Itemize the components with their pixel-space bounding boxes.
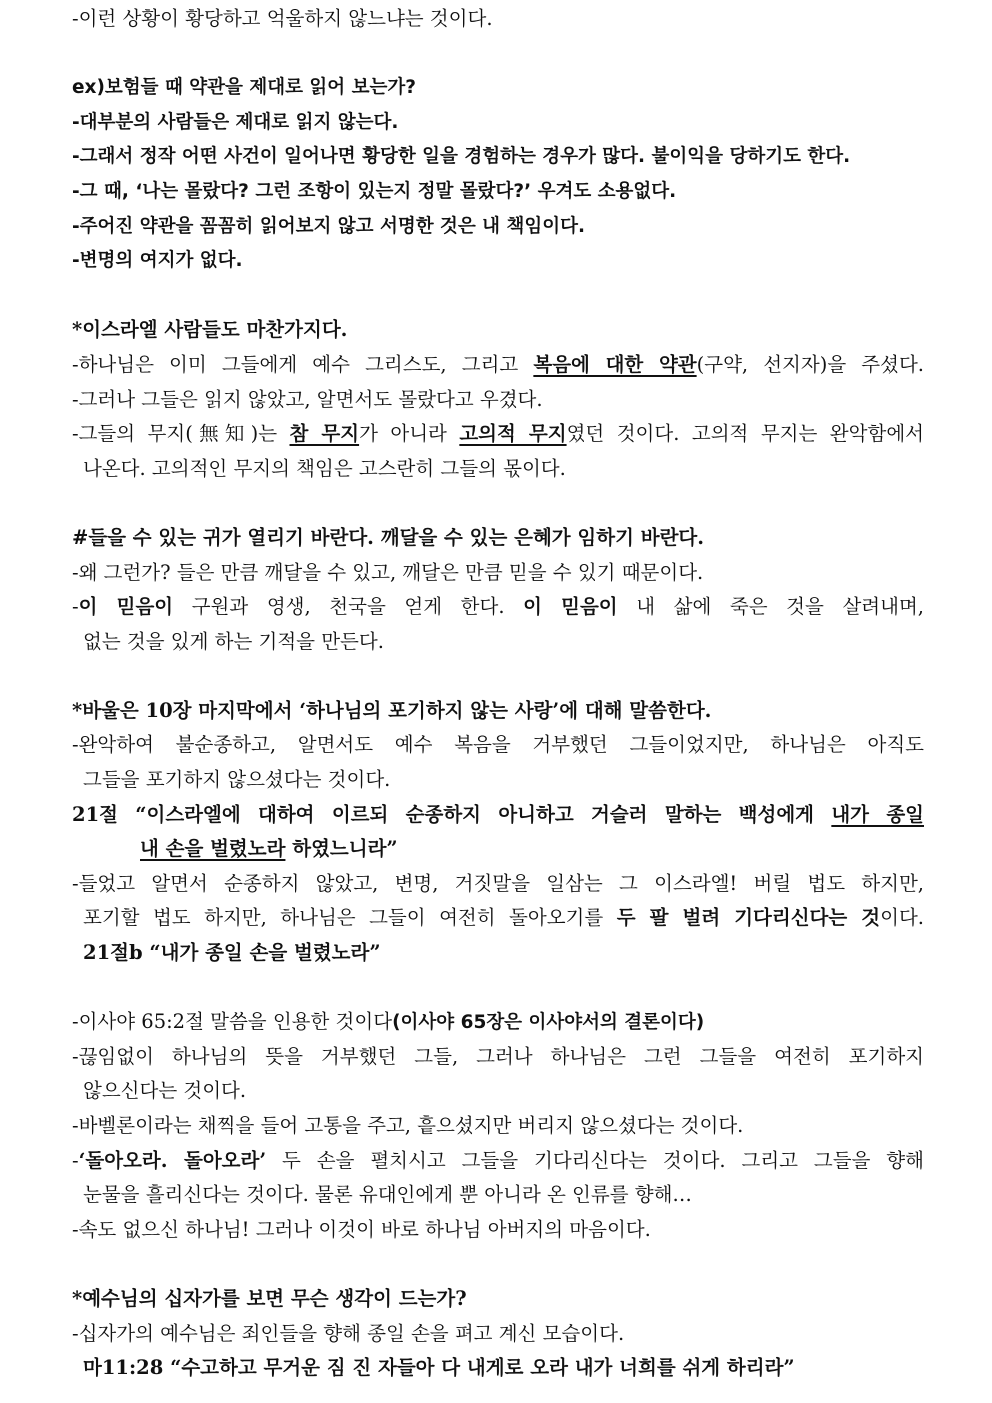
text-line: 눈물을 흘리신다는 것이다. 물론 유대인에게 뿐 아니라 온 인류를 향해… xyxy=(83,1183,692,1207)
paragraph-gap xyxy=(72,279,924,314)
scripture-quote: 21절b “내가 종일 손을 벌렸노라” xyxy=(83,941,381,965)
text-line: -바벨론이라는 채찍을 들어 고통을 주고, 흩으셨지만 버리지 않으셨다는 것이다. xyxy=(72,1114,744,1137)
text-line: -그러나 그들은 읽지 않았고, 알면서도 몰랐다고 우겼다. xyxy=(72,387,543,411)
text-line: -완악하여 불순종하고, 알면서도 예수 복음을 거부했던 그들이었지만, 하나님은 아직도 xyxy=(72,733,924,757)
text-line: 없는 것을 있게 하는 기적을 만든다. xyxy=(83,629,384,653)
section-heading: *바울은 10장 마지막에서 ‘하나님의 포기하지 않는 사랑’에 대해 말씀한다. xyxy=(72,698,712,722)
text-line: -‘돌아오라. 돌아오라’ 두 손을 펼치시고 그들을 기다리신다는 것이다. 그리고 그들을 향해 xyxy=(72,1148,924,1172)
text-line: -주어진 약관을 꼼꼼히 읽어보지 않고 서명한 것은 내 책임이다. xyxy=(72,215,586,237)
text-line: -들었고 알면서 순종하지 않았고, 변명, 거짓말을 일삼는 그 이스라엘! 버릴 법도 하지만, xyxy=(72,871,924,895)
section-heading: *예수님의 십자가를 보면 무슨 생각이 드는가? xyxy=(72,1286,467,1310)
paragraph-gap xyxy=(72,37,924,72)
paragraph-gap xyxy=(72,1247,924,1282)
text-line: -대부분의 사람들은 제대로 읽지 않는다. xyxy=(72,111,399,133)
text-line: 않으신다는 것이다. xyxy=(83,1079,247,1103)
scripture-quote: 마11:28 “수고하고 무거운 짐 진 자들아 다 내게로 오라 내가 너희를 쉬게 하리라” xyxy=(83,1356,795,1380)
text-line: -하나님은 이미 그들에게 예수 그리스도, 그리고 복음에 대한 약관(구약, 선지자)을 주셨다. xyxy=(72,352,924,376)
text-line: -이런 상황이 황당하고 억울하지 않느냐는 것이다. xyxy=(72,7,493,30)
text-line: -속도 없으신 하나님! 그러나 이것이 바로 하나님 아버지의 마음이다. xyxy=(72,1217,651,1241)
text-line: 포기할 법도 하지만, 하나님은 그들이 여전히 돌아오기를 두 팔 벌려 기다리신다는 것이다. xyxy=(83,906,924,930)
text-line: -십자가의 예수님은 죄인들을 향해 종일 손을 펴고 계신 모습이다. xyxy=(72,1321,625,1345)
paragraph-gap xyxy=(72,659,924,694)
text-line: -이사야 65:2절 말씀을 인용한 것이다(이사야 65장은 이사야서의 결론이다) xyxy=(72,1010,705,1034)
section-heading: *이스라엘 사람들도 마찬가지다. xyxy=(72,318,348,342)
text-line: 그들을 포기하지 않으셨다는 것이다. xyxy=(83,768,391,792)
text-line: -이 믿음이 구원과 영생, 천국을 얻게 한다. 이 믿음이 내 삶에 죽은 것을 살려내며, xyxy=(72,595,924,619)
text-line: 나온다. 고의적인 무지의 책임은 고스란히 그들의 몫이다. xyxy=(83,456,566,480)
text-line: -그들의 무지(無知)는 참 무지가 아니라 고의적 무지였던 것이다. 고의적 무지는 완악함에서 xyxy=(72,422,924,446)
text-line: -왜 그런가? 들은 만큼 깨달을 수 있고, 깨달은 만큼 믿을 수 있기 때문이다. xyxy=(72,560,704,584)
scripture-quote: 내 손을 벌렸노라 하였느니라” xyxy=(140,837,398,861)
text-line: -변명의 여지가 없다. xyxy=(72,250,243,272)
text-line: -끊임없이 하나님의 뜻을 거부했던 그들, 그러나 하나님은 그런 그들을 여전히 포기하지 xyxy=(72,1044,924,1068)
scripture-quote: 21절 “이스라엘에 대하여 이르되 순종하지 아니하고 거슬러 말하는 백성에게 내가 종일 xyxy=(72,802,924,826)
text-line: -그 때, ‘나는 몰랐다? 그런 조항이 있는지 정말 몰랐다?’ 우겨도 소용없다. xyxy=(72,180,677,202)
text-line: -그래서 정작 어떤 사건이 일어나면 황당한 일을 경험하는 경우가 많다. 불이익을 당하기도 한다. xyxy=(72,146,851,168)
section-heading: #들을 수 있는 귀가 열리기 바란다. 깨달을 수 있는 은혜가 임하기 바란다. xyxy=(72,525,705,549)
example-heading: ex)보험들 때 약관을 제대로 읽어 보는가? xyxy=(72,77,416,99)
paragraph-gap xyxy=(72,971,924,1006)
paragraph-gap xyxy=(72,486,924,521)
